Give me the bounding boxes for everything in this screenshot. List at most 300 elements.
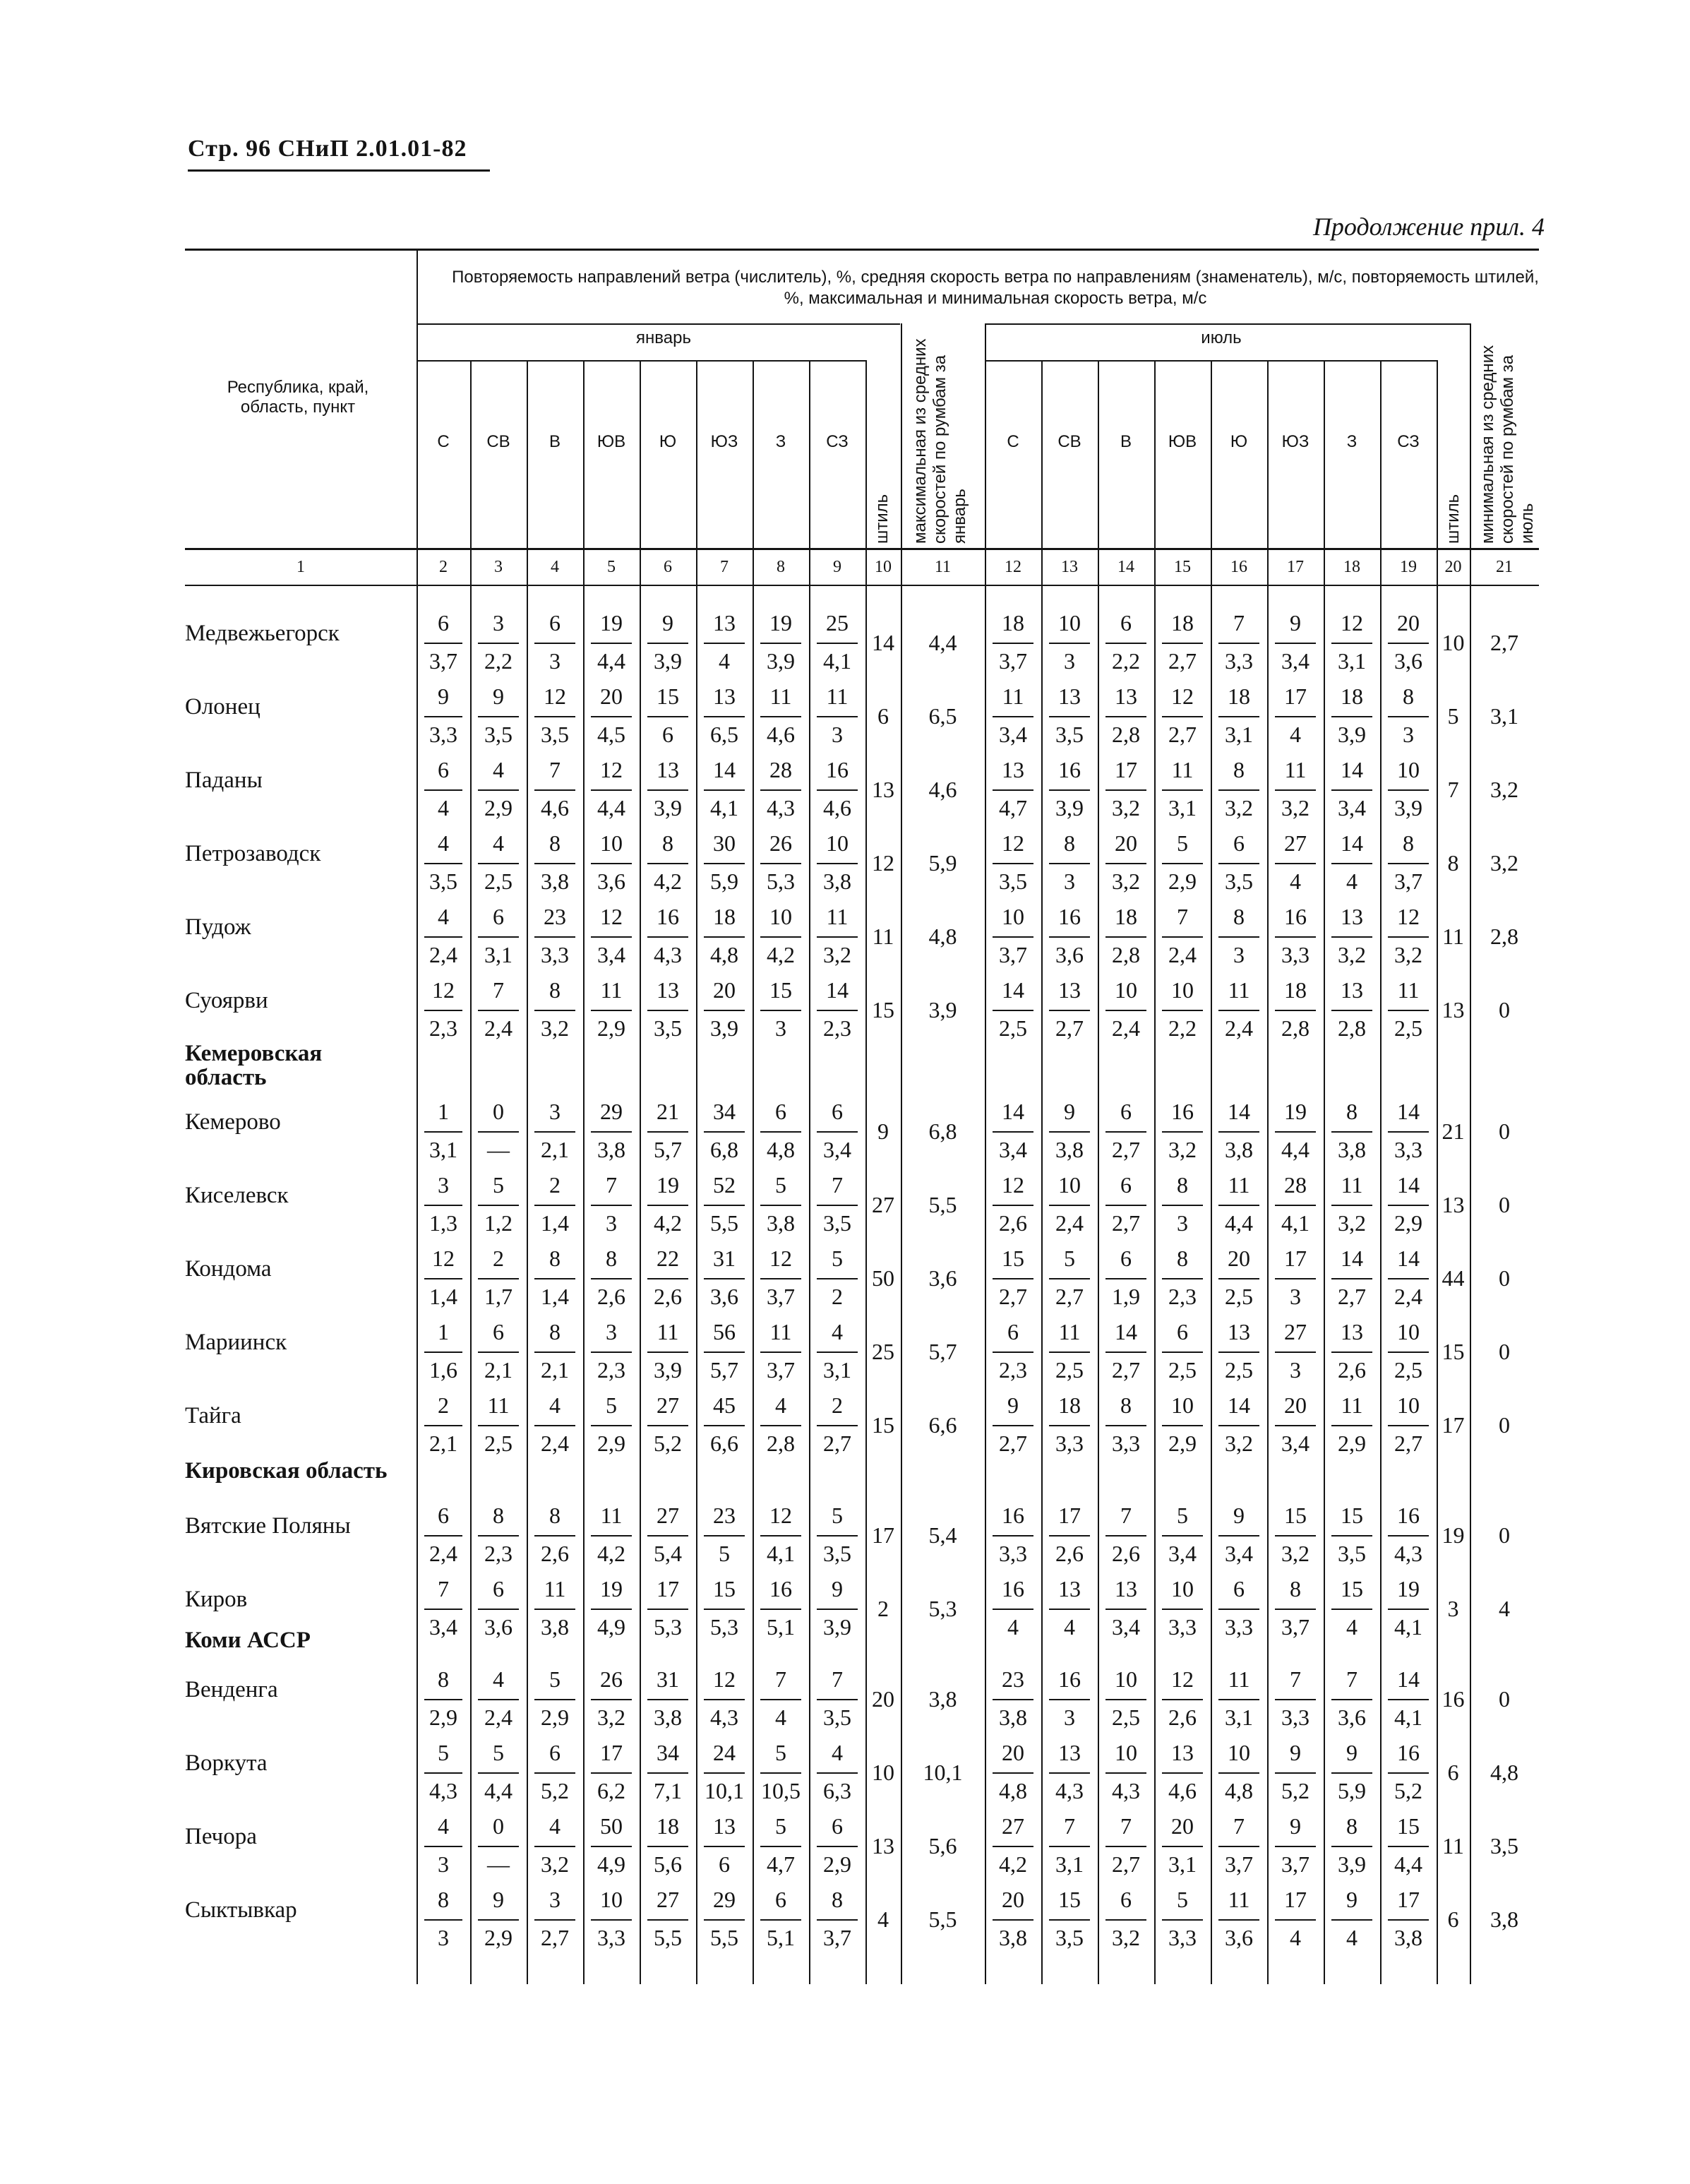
fraction-line (1105, 1609, 1146, 1610)
station-name: Вятские Поляны (185, 1513, 351, 1539)
min-speed-value: 3,8 (1490, 1906, 1518, 1932)
jul-direction-7: СЗ (1397, 432, 1420, 451)
frequency-value: 18 (1171, 610, 1194, 635)
jan-fraction (696, 1887, 753, 1955)
frequency-value: 23 (544, 904, 566, 929)
jul-fraction (985, 610, 1041, 678)
jan-fraction (583, 904, 640, 972)
fraction-line (1331, 789, 1372, 791)
frequency-value: 11 (1171, 757, 1194, 782)
january-sub-rule (416, 360, 865, 362)
jan-calm-value: 13 (872, 777, 894, 802)
jul-calm-value: 11 (1442, 924, 1464, 949)
fraction-line (817, 863, 858, 864)
jan-direction-2: В (549, 432, 561, 451)
fraction-line (424, 1278, 463, 1279)
fraction-line (1049, 1278, 1090, 1279)
frequency-value: 12 (432, 1246, 455, 1271)
frequency-value: 10 (1058, 610, 1081, 635)
frequency-value: 4 (438, 830, 449, 856)
fraction-line (1162, 1010, 1203, 1011)
jul-calm-value: 11 (1442, 1833, 1464, 1858)
jan-fraction (696, 1576, 753, 1644)
fraction-line (1049, 1846, 1090, 1847)
jan-fraction (809, 1503, 865, 1570)
jul-fraction (1380, 1099, 1437, 1166)
speed-value: 3 (438, 1851, 449, 1877)
jul-fraction (1211, 1887, 1267, 1955)
frequency-value: 12 (769, 1246, 792, 1271)
speed-value: 2,9 (1168, 869, 1197, 894)
jan-fraction (809, 1319, 865, 1387)
jan-fraction (583, 1172, 640, 1240)
speed-value: 3,3 (1168, 1925, 1197, 1950)
speed-value: 4,3 (767, 795, 795, 821)
frequency-value: 7 (549, 757, 561, 782)
station-name: Петрозаводск (185, 841, 321, 866)
speed-value: 2,9 (597, 1431, 625, 1456)
speed-value: 5,3 (767, 869, 795, 894)
frequency-value: 12 (544, 684, 566, 709)
jul-fraction (1041, 1503, 1098, 1570)
frequency-value: 6 (493, 904, 504, 929)
frequency-value: 14 (713, 757, 736, 782)
jan-fraction (470, 1319, 527, 1387)
speed-value: 1,3 (429, 1210, 457, 1236)
jan-fraction (527, 610, 583, 678)
fraction-line (704, 1609, 745, 1610)
fraction-line (1388, 1846, 1429, 1847)
speed-value: 3 (1064, 869, 1075, 894)
jan-fraction (809, 1740, 865, 1808)
fraction-line (760, 643, 801, 644)
fraction-line (1105, 1846, 1146, 1847)
jul-fraction (1211, 1666, 1267, 1734)
speed-value: 3,8 (1394, 1925, 1422, 1950)
frequency-value: 8 (606, 1246, 617, 1271)
fraction-line (1105, 1425, 1146, 1426)
jan-direction-3: ЮВ (597, 432, 626, 451)
jan-calm-value: 25 (872, 1339, 894, 1364)
fraction-line (1218, 1010, 1259, 1011)
frequency-value: 20 (1284, 1392, 1307, 1418)
column-number: 4 (551, 558, 559, 576)
jul-fraction (985, 1246, 1041, 1313)
frequency-value: 13 (1002, 757, 1024, 782)
min-speed-value: 4 (1499, 1596, 1510, 1621)
speed-value: 5,4 (654, 1541, 682, 1566)
speed-value: 3,1 (1225, 1705, 1253, 1730)
speed-value: 4 (1007, 1614, 1019, 1640)
fraction-line (704, 1535, 745, 1536)
speed-value: 2,9 (484, 1925, 513, 1950)
speed-value: 3,2 (541, 1851, 569, 1877)
frequency-value: 16 (1058, 757, 1081, 782)
region-header: Республика, край, область, пункт (227, 378, 369, 417)
jul-fraction (1211, 1576, 1267, 1644)
speed-value: 3,5 (429, 869, 457, 894)
fraction-line (993, 936, 1033, 938)
fraction-line (591, 1205, 632, 1206)
column-number: 2 (439, 558, 448, 576)
jul-fraction (1211, 1319, 1267, 1387)
fraction-line (1218, 1205, 1259, 1206)
speed-value: 3,6 (1225, 1925, 1253, 1950)
jul-fraction (1041, 757, 1098, 825)
fraction-line (1388, 1919, 1429, 1921)
speed-value: 2,1 (541, 1137, 569, 1162)
continuation-label: Продолжение прил. 4 (1312, 213, 1545, 241)
jan-fraction (527, 1319, 583, 1387)
jul-fraction (1267, 1887, 1324, 1955)
fraction-line (1105, 1010, 1146, 1011)
jul-fraction (1267, 1392, 1324, 1460)
speed-value: 2,1 (484, 1357, 513, 1383)
jan-fraction (527, 1576, 583, 1644)
speed-value: 3,8 (1225, 1137, 1253, 1162)
frequency-value: 28 (1284, 1172, 1307, 1198)
jan-fraction (416, 1172, 470, 1240)
jan-calm-value: 13 (872, 1833, 894, 1858)
jan-fraction (416, 977, 470, 1045)
jul-fraction (1324, 610, 1380, 678)
speed-value: 5,1 (767, 1925, 795, 1950)
frequency-value: 27 (657, 1503, 679, 1528)
jul-fraction (1041, 1099, 1098, 1166)
jul-fraction (1380, 1503, 1437, 1570)
jul-fraction (1098, 1576, 1154, 1644)
jul-fraction (1324, 1503, 1380, 1570)
frequency-value: 5 (493, 1172, 504, 1198)
frequency-value: 8 (1177, 1172, 1188, 1198)
speed-value: 3 (1233, 942, 1245, 967)
fraction-line (1049, 1205, 1090, 1206)
fraction-line (993, 1919, 1033, 1921)
speed-value: 4 (775, 1705, 786, 1730)
speed-value: 2,9 (1394, 1210, 1422, 1236)
speed-value: 2,5 (1055, 1357, 1084, 1383)
fraction-line (647, 1278, 688, 1279)
fraction-line (534, 1010, 575, 1011)
station-name: Венденга (185, 1677, 278, 1702)
frequency-value: 6 (493, 1576, 504, 1601)
frequency-value: 6 (1120, 1172, 1132, 1198)
fraction-line (1388, 1278, 1429, 1279)
header-bottom-rule (185, 548, 1539, 550)
jan-fraction (470, 1813, 527, 1881)
jan-fraction (696, 684, 753, 751)
jan-fraction (416, 1740, 470, 1808)
jul-fraction (985, 1319, 1041, 1387)
jan-fraction (527, 1813, 583, 1881)
fraction-line (1388, 863, 1429, 864)
jan-fraction (753, 1887, 809, 1955)
fraction-line (1162, 863, 1203, 864)
jan-fraction (583, 830, 640, 898)
frequency-value: 8 (1346, 1099, 1358, 1124)
frequency-value: 10 (1115, 1740, 1137, 1765)
frequency-value: 20 (1002, 1887, 1024, 1912)
frequency-value: 9 (1064, 1099, 1075, 1124)
jan-direction-7: СЗ (826, 432, 849, 451)
jul-fraction (1267, 1813, 1324, 1881)
span-header: Повторяемость направлений ветра (числитель), %, средняя скорость ветра по направлениям (знаменатель), м/с, повторяемость штилей, %, максимальная и минимальная скорость ветра, м/с (452, 268, 1539, 308)
jul-calm-value: 13 (1442, 1192, 1465, 1217)
jul-fraction (1041, 830, 1098, 898)
speed-value: 4 (719, 648, 730, 674)
frequency-value: 13 (1341, 904, 1363, 929)
speed-value: 2,5 (1112, 1705, 1140, 1730)
speed-value: 2,3 (484, 1541, 513, 1566)
jul-fraction (1041, 1172, 1098, 1240)
fraction-line (1388, 1205, 1429, 1206)
jan-fraction (809, 610, 865, 678)
fraction-line (1275, 1351, 1316, 1353)
speed-value: 3,7 (1281, 1851, 1310, 1877)
jul-fraction (1380, 610, 1437, 678)
jul-fraction (1380, 830, 1437, 898)
fraction-line (647, 1535, 688, 1536)
fraction-line (647, 1131, 688, 1133)
jul-fraction (1211, 977, 1267, 1045)
station-name: Кондома (185, 1256, 272, 1282)
speed-value: 3,8 (597, 1137, 625, 1162)
jul-fraction (1098, 757, 1154, 825)
jan-fraction (416, 1666, 470, 1734)
jan-fraction (416, 1392, 470, 1460)
jan-calm-value: 17 (872, 1522, 894, 1548)
speed-value: 3,9 (710, 1015, 738, 1041)
frequency-value: 16 (1284, 904, 1307, 929)
jul-fraction (1098, 1319, 1154, 1387)
frequency-value: 6 (438, 757, 449, 782)
fraction-line (647, 1425, 688, 1426)
jan-fraction (583, 1099, 640, 1166)
speed-value: 1,9 (1112, 1284, 1140, 1309)
speed-value: 3,7 (767, 1284, 795, 1309)
frequency-value: 0 (493, 1099, 504, 1124)
frequency-value: 12 (1171, 1666, 1194, 1692)
jul-calm-value: 5 (1447, 703, 1459, 729)
fraction-line (534, 1278, 575, 1279)
column-number: 5 (607, 558, 616, 576)
fraction-line (478, 1699, 519, 1700)
jan-fraction (416, 1319, 470, 1387)
fraction-line (1218, 1425, 1259, 1426)
frequency-value: 20 (713, 977, 736, 1003)
frequency-value: 10 (1171, 1576, 1194, 1601)
speed-value: 3,7 (1225, 1851, 1253, 1877)
jan-fraction (809, 1666, 865, 1734)
fraction-line (1388, 1351, 1429, 1353)
jul-fraction (985, 757, 1041, 825)
fraction-line (993, 1205, 1033, 1206)
frequency-value: 10 (1397, 757, 1420, 782)
speed-value: 4 (438, 795, 449, 821)
fraction-line (704, 1010, 745, 1011)
jul-calm-value: 17 (1442, 1412, 1465, 1438)
frequency-value: 18 (1058, 1392, 1081, 1418)
jan-fraction (809, 977, 865, 1045)
fraction-line (591, 1010, 632, 1011)
speed-value: 4,5 (597, 722, 625, 747)
fraction-line (478, 936, 519, 938)
fraction-line (760, 789, 801, 791)
fraction-line (534, 1535, 575, 1536)
speed-value: 2,7 (1055, 1015, 1084, 1041)
jan-fraction (696, 1172, 753, 1240)
fraction-line (1388, 789, 1429, 791)
station-name: Киселевск (185, 1183, 289, 1208)
frequency-value: 6 (549, 610, 561, 635)
jan-fraction (753, 1666, 809, 1734)
frequency-value: 1 (438, 1319, 449, 1344)
jan-direction-4: Ю (659, 432, 677, 451)
min-speed-value: 0 (1499, 1686, 1510, 1712)
jul-fraction (1211, 1172, 1267, 1240)
speed-value: 5,2 (541, 1778, 569, 1803)
fraction-line (1218, 1535, 1259, 1536)
fraction-line (424, 936, 463, 938)
frequency-value: 14 (1397, 1246, 1420, 1271)
speed-value: 6,6 (710, 1431, 738, 1456)
frequency-value: 15 (1058, 1887, 1081, 1912)
frequency-value: 8 (1120, 1392, 1132, 1418)
speed-value: 2,4 (429, 1541, 457, 1566)
fraction-line (760, 1278, 801, 1279)
jan-fraction (527, 1503, 583, 1570)
jul-fraction (1267, 1740, 1324, 1808)
speed-value: 3,2 (1281, 795, 1310, 821)
column-number: 21 (1496, 558, 1513, 576)
fraction-line (817, 1425, 858, 1426)
fraction-line (424, 1699, 463, 1700)
jul-direction-4: Ю (1230, 432, 1248, 451)
frequency-value: 8 (549, 1503, 561, 1528)
speed-value: 4,4 (1225, 1210, 1253, 1236)
frequency-value: 5 (1177, 1887, 1188, 1912)
speed-value: 10,5 (761, 1778, 801, 1803)
jul-fraction (1154, 684, 1211, 751)
jan-fraction (809, 1246, 865, 1313)
speed-value: 3,7 (1281, 1614, 1310, 1640)
frequency-value: 20 (1228, 1246, 1250, 1271)
jan-fraction (753, 684, 809, 751)
jul-fraction (985, 1172, 1041, 1240)
frequency-value: 9 (1233, 1503, 1245, 1528)
max-speed-value: 3,8 (928, 1686, 957, 1712)
speed-value: 2,5 (484, 1431, 513, 1456)
frequency-value: 2 (832, 1392, 843, 1418)
section-heading: Коми АССР (185, 1628, 311, 1653)
jul-fraction (1380, 1813, 1437, 1881)
frequency-value: 29 (600, 1099, 623, 1124)
frequency-value: 8 (1290, 1576, 1301, 1601)
january-rule (416, 323, 900, 325)
frequency-value: 16 (1002, 1503, 1024, 1528)
jan-fraction (809, 904, 865, 972)
speed-value: 3,4 (1225, 1541, 1253, 1566)
frequency-value: 18 (1115, 904, 1137, 929)
jan-fraction (696, 1319, 753, 1387)
speed-value: 1,2 (484, 1210, 513, 1236)
fraction-line (534, 1609, 575, 1610)
jan-fraction (583, 1319, 640, 1387)
jan-fraction (470, 1740, 527, 1808)
jul-fraction (1154, 1576, 1211, 1644)
jan-fraction (583, 1392, 640, 1460)
frequency-value: 27 (1002, 1813, 1024, 1839)
column-number: 20 (1444, 558, 1462, 576)
fraction-line (760, 1919, 801, 1921)
frequency-value: 10 (826, 830, 849, 856)
jan-fraction (696, 1099, 753, 1166)
fraction-line (1331, 1919, 1372, 1921)
speed-value: 3,2 (1168, 1137, 1197, 1162)
frequency-value: 9 (1290, 1813, 1301, 1839)
frequency-value: 15 (1341, 1503, 1363, 1528)
fraction-line (478, 1278, 519, 1279)
speed-value: 2,4 (1394, 1284, 1422, 1309)
jan-fraction (753, 1172, 809, 1240)
jul-fraction (1324, 1740, 1380, 1808)
frequency-value: 5 (1064, 1246, 1075, 1271)
frequency-value: 8 (549, 977, 561, 1003)
speed-value: 3 (1064, 648, 1075, 674)
jan-fraction (753, 1319, 809, 1387)
jan-fraction (696, 1813, 753, 1881)
fraction-line (534, 1351, 575, 1353)
jul-fraction (1154, 1503, 1211, 1570)
jul-fraction (1154, 1813, 1211, 1881)
speed-value: 2,6 (1112, 1541, 1140, 1566)
fraction-line (993, 789, 1033, 791)
fraction-line (704, 1772, 745, 1774)
fraction-line (1218, 1699, 1259, 1700)
jan-calm-value: 11 (872, 924, 894, 949)
speed-value: 4,2 (654, 1210, 682, 1236)
jan-fraction (470, 1246, 527, 1313)
fraction-line (1049, 1535, 1090, 1536)
speed-value: 2,7 (541, 1925, 569, 1950)
column-number: 6 (664, 558, 672, 576)
speed-value: 4,9 (597, 1614, 625, 1640)
jan-direction-6: З (775, 432, 786, 451)
jul-fraction (1154, 1172, 1211, 1240)
frequency-value: 16 (1397, 1740, 1420, 1765)
speed-value: 3,2 (1112, 795, 1140, 821)
fraction-line (424, 643, 463, 644)
jan-calm-value: 14 (872, 630, 894, 655)
frequency-value: 7 (1120, 1813, 1132, 1839)
min-speed-value: 3,5 (1490, 1833, 1518, 1858)
jul-fraction (1267, 1576, 1324, 1644)
fraction-line (647, 1919, 688, 1921)
speed-value: 3,9 (1394, 795, 1422, 821)
frequency-value: 11 (1284, 757, 1307, 782)
jan-fraction (753, 904, 809, 972)
speed-value: 4 (1290, 722, 1301, 747)
speed-value: 3,5 (1055, 722, 1084, 747)
frequency-value: 14 (1341, 757, 1363, 782)
speed-value: 5,5 (710, 1210, 738, 1236)
speed-value: 3 (1290, 1357, 1301, 1383)
fraction-line (1218, 1351, 1259, 1353)
speed-value: 2,5 (1168, 1357, 1197, 1383)
fraction-line (1049, 936, 1090, 938)
speed-value: 3,1 (1168, 795, 1197, 821)
station-name: Сыктывкар (185, 1897, 297, 1923)
